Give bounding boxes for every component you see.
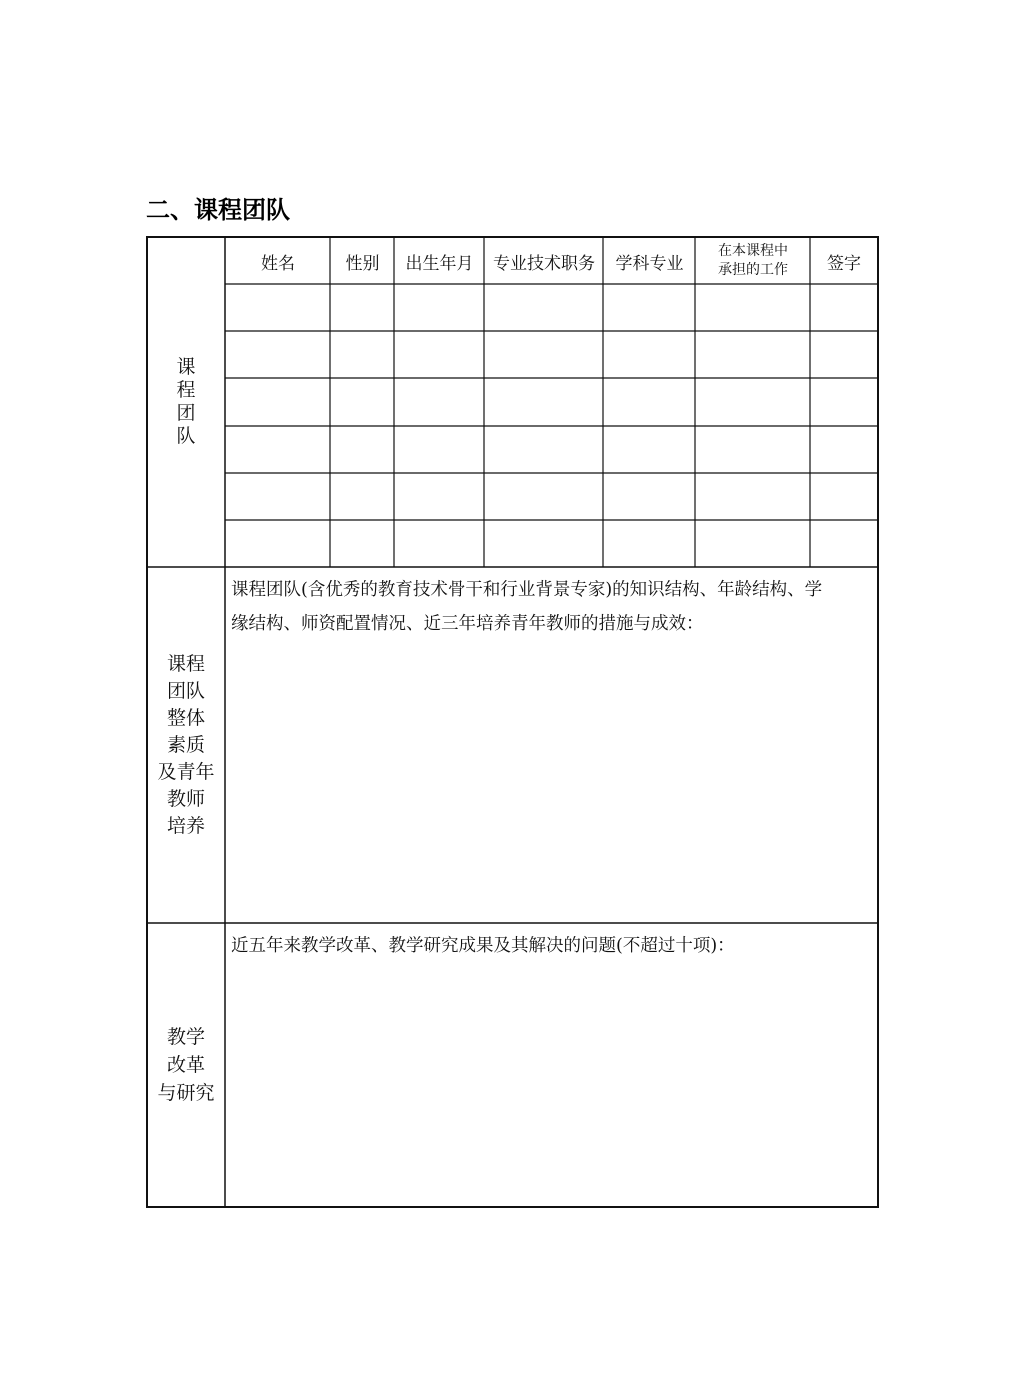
team-table-cell[interactable] — [331, 379, 393, 425]
team-table-cell[interactable] — [331, 474, 393, 519]
team-table-cell[interactable] — [226, 521, 329, 566]
team-row-label — [148, 238, 224, 566]
reform-label-line: 教学 — [166, 1026, 205, 1048]
team-table-cell[interactable] — [331, 285, 393, 330]
team-table-cell[interactable] — [696, 521, 809, 566]
quality-prompt-line2: 缘结构、师资配置情况、近三年培养青年教师的措施与成效： — [231, 614, 704, 634]
team-table-cell[interactable] — [485, 379, 602, 425]
reform-answer-area[interactable] — [226, 966, 877, 1206]
team-table-cell[interactable] — [226, 332, 329, 377]
team-table-cell[interactable] — [331, 427, 393, 472]
team-table-cell[interactable] — [395, 285, 483, 330]
team-table-cell[interactable] — [604, 379, 694, 425]
quality-label-line: 培养 — [166, 814, 205, 837]
reform-section-label — [148, 924, 224, 1206]
team-table-cell[interactable] — [604, 332, 694, 377]
team-table-cell[interactable] — [395, 427, 483, 472]
team-table-cell[interactable] — [226, 474, 329, 519]
team-table-cell[interactable] — [226, 427, 329, 472]
header-birth-date: 出生年月 — [405, 253, 474, 274]
team-table-cell[interactable] — [604, 521, 694, 566]
team-table-cell[interactable] — [395, 379, 483, 425]
quality-label-line: 素质 — [166, 733, 205, 756]
quality-label-line: 团队 — [166, 679, 205, 702]
quality-answer-area[interactable] — [226, 645, 877, 922]
team-table-cell[interactable] — [485, 285, 602, 330]
quality-label-line: 课程 — [166, 652, 205, 675]
team-table-cell[interactable] — [696, 379, 809, 425]
quality-label-line: 整体 — [166, 706, 205, 729]
team-table-cell[interactable] — [696, 427, 809, 472]
team-table-cell[interactable] — [395, 521, 483, 566]
team-table-cell[interactable] — [811, 379, 877, 425]
header-professional-title: 专业技术职务 — [493, 253, 595, 274]
team-table-cell[interactable] — [604, 285, 694, 330]
quality-label-line: 教师 — [166, 787, 205, 810]
team-table-cell[interactable] — [696, 332, 809, 377]
team-table-cell[interactable] — [331, 521, 393, 566]
team-table-cell[interactable] — [395, 474, 483, 519]
team-table-cell[interactable] — [395, 332, 483, 377]
team-table-cell[interactable] — [226, 285, 329, 330]
quality-prompt-line1: 课程团队(含优秀的教育技术骨干和行业背景专家)的知识结构、年龄结构、学 — [231, 580, 823, 600]
team-table-cell[interactable] — [485, 474, 602, 519]
team-label-char: 程 — [176, 379, 196, 401]
team-table-cell[interactable] — [696, 474, 809, 519]
header-course-role — [696, 238, 810, 284]
team-table-cell[interactable] — [485, 332, 602, 377]
team-label-char: 团 — [176, 402, 196, 424]
quality-label-line: 及青年 — [157, 760, 215, 783]
reform-label-line: 与研究 — [157, 1082, 215, 1104]
header-course-role-line2: 承担的工作 — [718, 262, 788, 278]
quality-prompt — [231, 573, 876, 641]
team-table-cell[interactable] — [604, 427, 694, 472]
header-signature: 签字 — [827, 253, 861, 274]
team-table-cell[interactable] — [696, 285, 809, 330]
header-discipline: 学科专业 — [615, 253, 684, 274]
team-table-cell[interactable] — [811, 285, 877, 330]
reform-prompt: 近五年来教学改革、教学研究成果及其解决的问题(不超过十项)： — [231, 936, 735, 956]
team-table-cell[interactable] — [811, 427, 877, 472]
team-table-cell[interactable] — [604, 474, 694, 519]
team-table-cell[interactable] — [811, 332, 877, 377]
header-gender: 性别 — [345, 253, 380, 274]
team-table-cell[interactable] — [485, 427, 602, 472]
team-table-cell[interactable] — [485, 521, 602, 566]
team-label-char: 队 — [176, 425, 196, 447]
section-title: 二、课程团队 — [146, 196, 290, 224]
team-label-char: 课 — [176, 356, 196, 378]
team-table-cell[interactable] — [331, 332, 393, 377]
team-table-cell[interactable] — [811, 474, 877, 519]
team-table-cell[interactable] — [226, 379, 329, 425]
header-course-role-line1: 在本课程中 — [718, 243, 788, 259]
header-name: 姓名 — [261, 253, 295, 274]
team-table-cell[interactable] — [811, 521, 877, 566]
quality-section-label — [148, 568, 224, 922]
reform-label-line: 改革 — [166, 1054, 205, 1076]
